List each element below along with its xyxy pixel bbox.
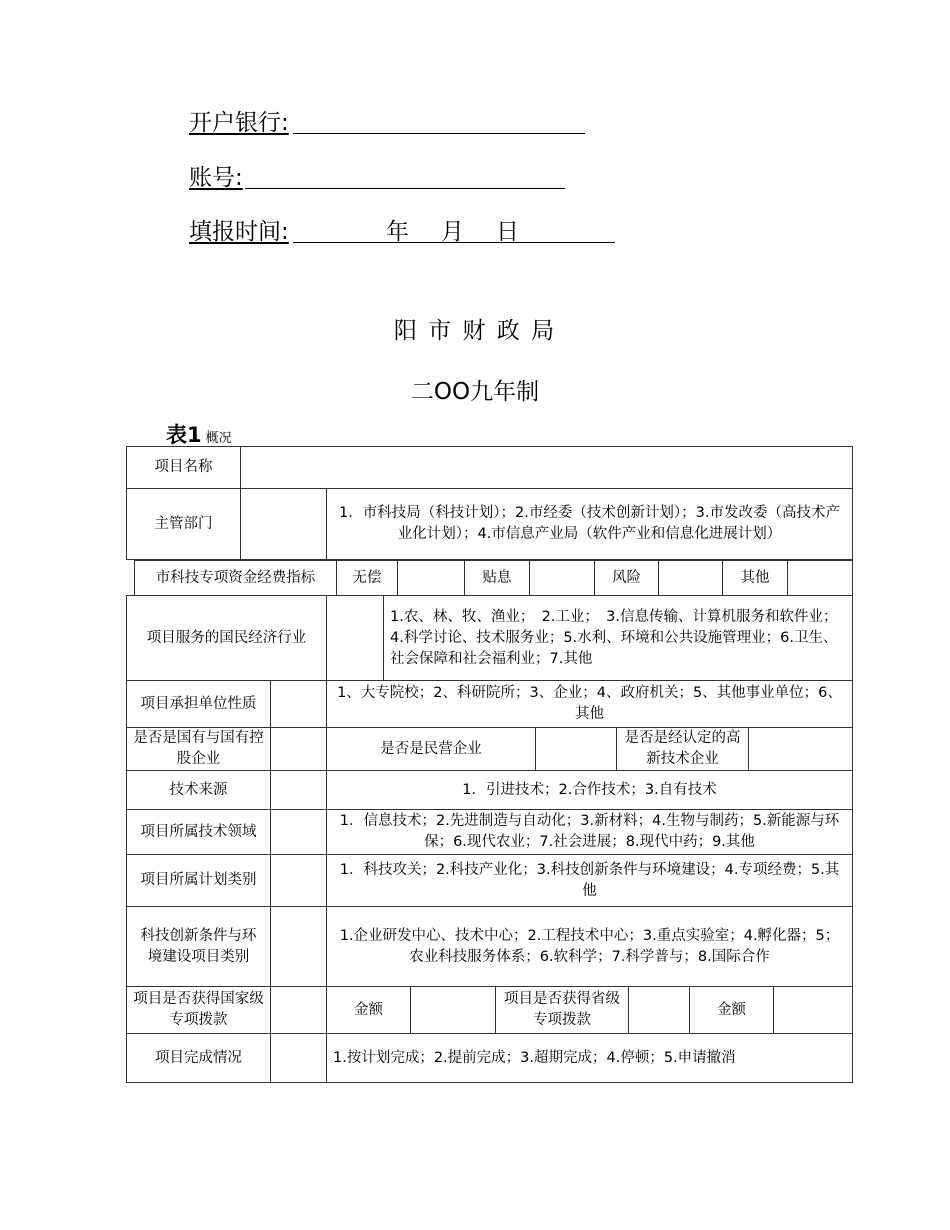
provincial-fund-label: 项目是否获得省级专项拨款 <box>495 986 629 1034</box>
issuer-title: 阳 市 财 政 局 <box>393 318 557 344</box>
industry-field[interactable] <box>326 595 384 681</box>
dept-label: 主管部门 <box>126 488 241 560</box>
national-fund-label: 项目是否获得国家级专项拨款 <box>126 986 271 1034</box>
hightech-field[interactable] <box>748 727 853 771</box>
other-label: 其他 <box>722 560 788 596</box>
tech-source-field[interactable] <box>270 770 327 810</box>
plan-type-options: 1．科技攻关；2.科技产业化；3.科技创新条件与环境建设；4.专项经费；5.其他 <box>326 854 853 907</box>
unit-nature-label: 项目承担单位性质 <box>126 680 271 728</box>
project-name-field[interactable] <box>240 446 853 489</box>
date-year: 年 <box>386 219 409 245</box>
risk-label: 风险 <box>594 560 659 596</box>
year-made-title: 二OO九年制 <box>410 379 540 405</box>
subsidy-field[interactable] <box>529 560 595 596</box>
dept-field[interactable] <box>240 488 327 560</box>
innovation-field[interactable] <box>270 906 327 987</box>
provincial-fund-field[interactable] <box>628 986 690 1034</box>
dept-options: 1．市科技局（科技计划）；2.市经委（技术创新计划）；3.市发改委（高技术产业化计划）；4.市信息产业局（软件产业和信息化进展计划） <box>326 488 853 560</box>
date-line <box>189 217 289 247</box>
national-amount-label: 金额 <box>326 986 411 1034</box>
hightech-label: 是否是经认定的高新技术企业 <box>616 727 749 771</box>
tech-field-label: 项目所属技术领域 <box>126 809 271 855</box>
state-owned-field[interactable] <box>270 727 327 771</box>
free-label: 无偿 <box>336 560 398 596</box>
industry-label: 项目服务的国民经济行业 <box>126 595 327 681</box>
industry-options: 1.农、林、牧、渔业； 2.工业； 3.信息传输、计算机服务和软件业；4.科学讨论、技术服务业；5.水利、环境和公共设施管理业；6.卫生、社会保障和社会福利业；7.其他 <box>383 595 853 681</box>
state-owned-label: 是否是国有与国有控股企业 <box>126 727 271 771</box>
date-label: 填报时间: <box>189 219 289 245</box>
project-name-label: 项目名称 <box>126 446 241 489</box>
date-month: 月 <box>441 219 464 245</box>
date-day: 日 <box>496 219 519 245</box>
national-amount-field[interactable] <box>410 986 496 1034</box>
national-fund-field[interactable] <box>270 986 327 1034</box>
provincial-amount-field[interactable] <box>773 986 853 1034</box>
unit-nature-options: 1、大专院校；2、科研院所；3、企业；4、政府机关；5、其他事业单位；6、其他 <box>326 680 853 728</box>
other-field[interactable] <box>787 560 853 596</box>
innovation-label: 科技创新条件与环境建设项目类别 <box>126 906 271 987</box>
risk-field[interactable] <box>658 560 723 596</box>
bank-underline <box>293 133 585 134</box>
subsidy-label: 贴息 <box>464 560 530 596</box>
account-label: 账号: <box>189 165 243 191</box>
bank-line <box>189 108 289 138</box>
private-label: 是否是民营企业 <box>326 727 536 771</box>
completion-label: 项目完成情况 <box>126 1033 271 1083</box>
plan-type-field[interactable] <box>270 854 327 907</box>
account-underline <box>245 188 565 189</box>
bank-label: 开户银行: <box>189 110 289 136</box>
completion-options: 1.按计划完成；2.提前完成；3.超期完成；4.停顿；5.申请撤消 <box>326 1033 853 1083</box>
tech-source-label: 技术来源 <box>126 770 271 810</box>
table-title: 概况 <box>205 431 232 446</box>
tech-source-options: 1．引进技术；2.合作技术；3.自有技术 <box>326 770 853 810</box>
innovation-options: 1.企业研发中心、技术中心；2.工程技术中心；3.重点实验室；4.孵化器；5；农业科技服务体系；6.软科学；7.科学普与；8.国际合作 <box>326 906 853 987</box>
account-line <box>189 163 243 193</box>
unit-nature-field[interactable] <box>270 680 327 728</box>
private-field[interactable] <box>535 727 617 771</box>
table-caption <box>166 419 232 449</box>
plan-type-label: 项目所属计划类别 <box>126 854 271 907</box>
provincial-amount-label: 金额 <box>689 986 774 1034</box>
completion-field[interactable] <box>270 1033 327 1083</box>
table-number: 表1 <box>166 423 202 447</box>
tech-field-options: 1．信息技术；2.先进制造与自动化；3.新材料；4.生物与制药；5.新能源与环保；6.现代农业；7.社会进展；8.现代中药；9.其他 <box>326 809 853 855</box>
tech-field-field[interactable] <box>270 809 327 855</box>
fund-indicator-label: 市科技专项资金经费指标 <box>134 560 337 596</box>
free-field[interactable] <box>397 560 465 596</box>
